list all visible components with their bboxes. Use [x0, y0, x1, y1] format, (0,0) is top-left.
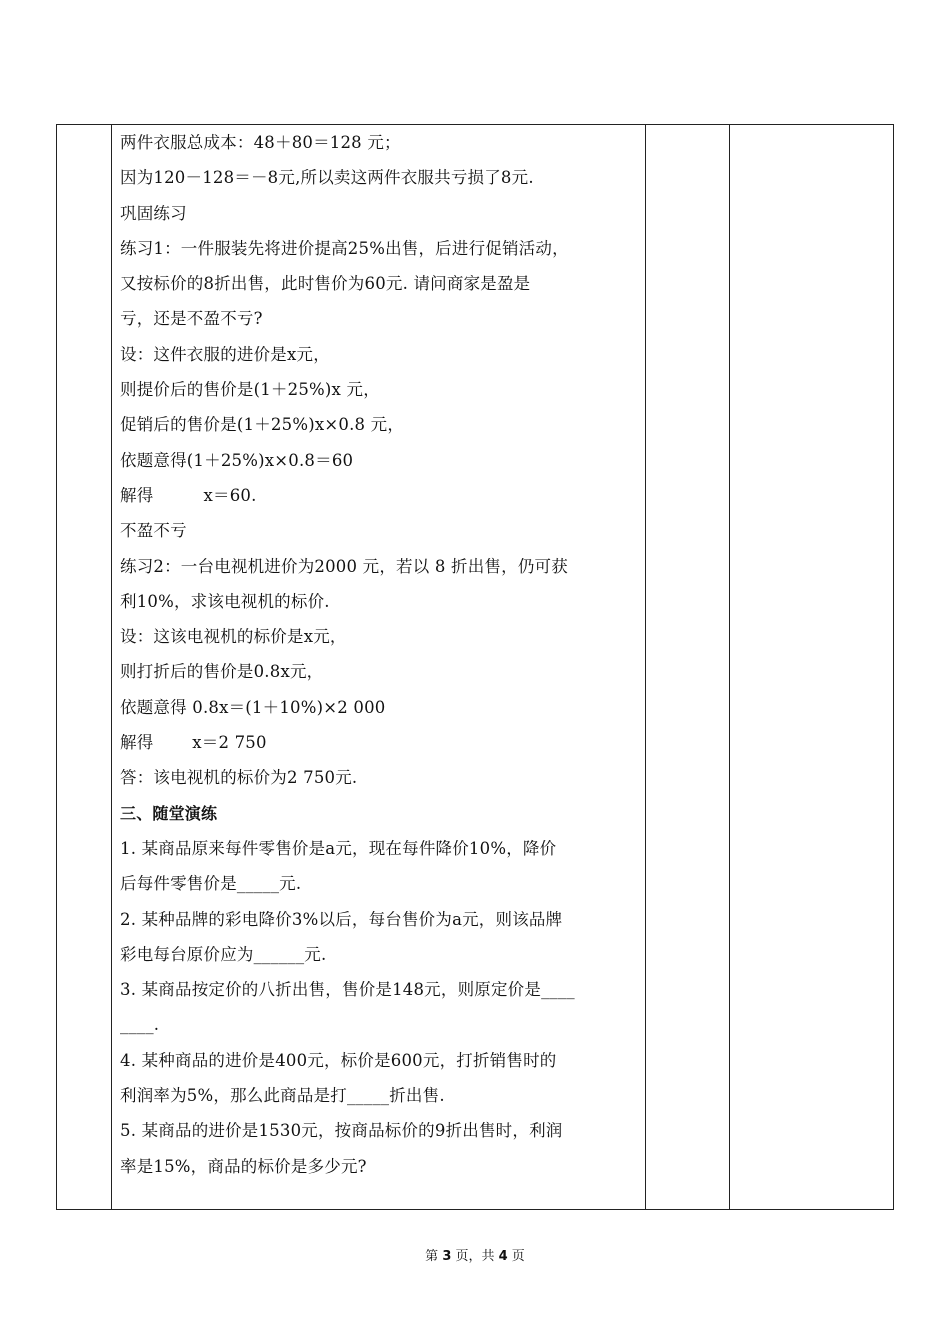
lesson-table — [56, 124, 894, 1210]
text-line: 促销后的售价是(1＋25%)x×0.8 元， — [120, 415, 405, 435]
text-line: 设：这该电视机的标价是x元， — [120, 627, 347, 647]
text-line: 则打折后的售价是0.8x元， — [120, 662, 324, 682]
page-footer — [0, 1245, 950, 1264]
text-line: 解得 x＝60. — [120, 485, 257, 505]
column-divider — [729, 125, 730, 1209]
text-line: ____. — [120, 1015, 160, 1035]
column-divider — [645, 125, 646, 1209]
text-line: 不盈不亏 — [120, 521, 187, 541]
section-heading: 三、随堂演练 — [120, 803, 218, 823]
text-line: 依题意得(1＋25%)x×0.8＝60 — [120, 450, 354, 470]
footer-suffix: 页 — [507, 1249, 525, 1264]
text-line: 彩电每台原价应为______元. — [120, 944, 327, 964]
text-line: 巩固练习 — [120, 203, 187, 223]
text-line: 答：该电视机的标价为2 750元. — [120, 768, 358, 788]
text-line: 3. 某商品按定价的八折出售，售价是148元，则原定价是____ — [120, 980, 575, 1000]
text-line: 练习2：一台电视机进价为2000 元，若以 8 折出售，仍可获 — [120, 556, 568, 576]
text-line: 设：这件衣服的进价是x元， — [120, 344, 330, 364]
text-line: 1. 某商品原来每件零售价是a元，现在每件降价10%，降价 — [120, 838, 557, 858]
text-line: 率是15%，商品的标价是多少元? — [120, 1156, 367, 1176]
footer-prefix: 第 — [425, 1249, 443, 1264]
text-line: 利10%，求该电视机的标价. — [120, 591, 330, 611]
text-line: 亏，还是不盈不亏? — [120, 309, 263, 329]
text-line: 5. 某商品的进价是1530元，按商品标价的9折出售时，利润 — [120, 1121, 563, 1141]
column-divider — [111, 125, 112, 1209]
lesson-content — [120, 127, 642, 1186]
text-line: 因为120－128＝－8元,所以卖这两件衣服共亏损了8元. — [120, 168, 534, 188]
current-page-number: 3 — [442, 1249, 452, 1264]
text-line: 依题意得 0.8x＝(1＋10%)×2 000 — [120, 697, 386, 717]
text-line: 两件衣服总成本：48＋80＝128 元； — [120, 133, 401, 152]
text-line: 4. 某种商品的进价是400元，标价是600元，打折销售时的 — [120, 1050, 557, 1070]
text-line: 解得 x＝2 750 — [120, 733, 267, 753]
text-line: 则提价后的售价是(1＋25%)x 元， — [120, 380, 380, 400]
footer-middle: 页，共 — [451, 1249, 499, 1264]
text-line: 后每件零售价是_____元. — [120, 874, 302, 894]
text-line: 利润率为5%，那么此商品是打_____折出售. — [120, 1086, 445, 1106]
text-line: 2. 某种品牌的彩电降价3%以后，每台售价为a元，则该品牌 — [120, 909, 563, 929]
total-page-number: 4 — [498, 1249, 508, 1264]
text-line: 又按标价的8折出售，此时售价为60元. 请问商家是盈是 — [120, 274, 531, 294]
text-line: 练习1：一件服装先将进价提高25%出售，后进行促销活动， — [120, 238, 569, 258]
